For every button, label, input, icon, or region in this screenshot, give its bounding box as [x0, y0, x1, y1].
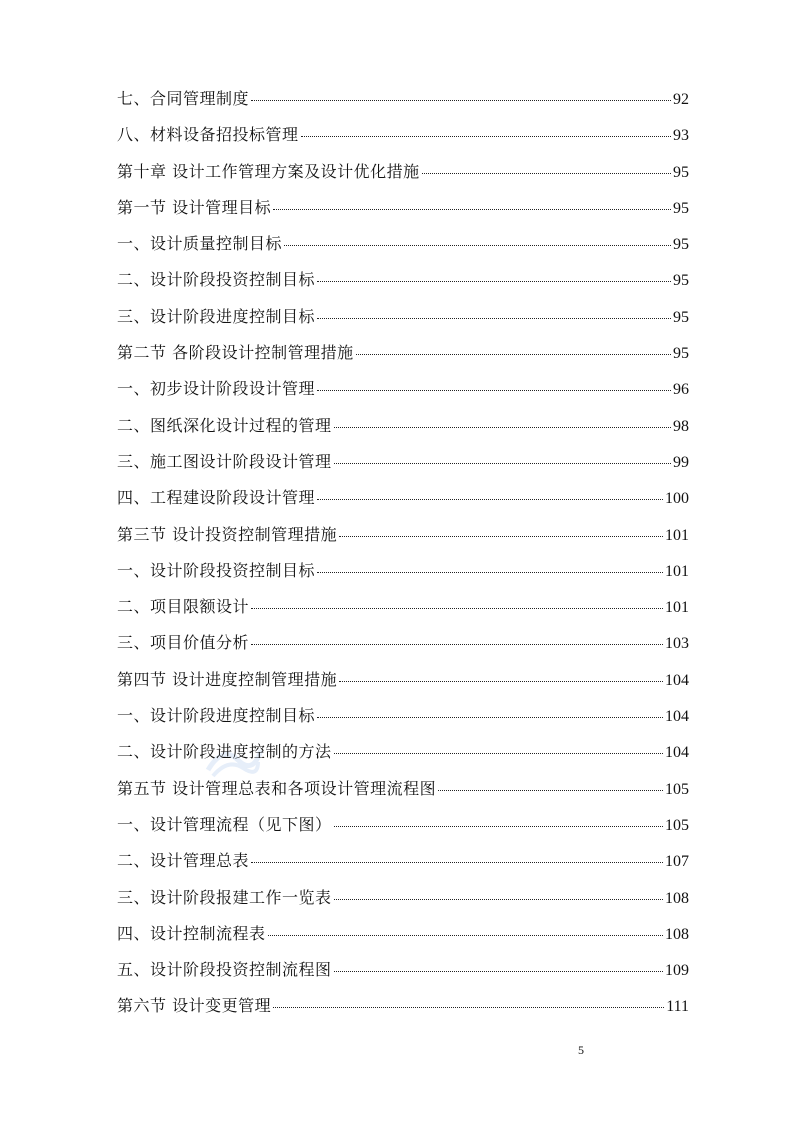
- toc-entry-page: 108: [665, 889, 689, 907]
- toc-entry[interactable]: [117, 485, 689, 521]
- toc-entry[interactable]: [117, 195, 689, 231]
- toc-entry-page: 111: [666, 998, 689, 1016]
- toc-entry-page: 104: [665, 671, 689, 689]
- toc-entry-page: 95: [673, 199, 689, 217]
- toc-entry-title: 第四节 设计进度控制管理措施: [117, 669, 338, 689]
- toc-dot-leader: [317, 499, 663, 500]
- toc-dot-leader: [273, 1007, 664, 1008]
- toc-entry-title: 三、项目价值分析: [117, 633, 250, 653]
- toc-entry[interactable]: [117, 413, 689, 449]
- toc-entry-title: 八、材料设备招投标管理: [117, 125, 299, 145]
- toc-entry[interactable]: [117, 376, 689, 412]
- toc-entry[interactable]: [117, 776, 689, 812]
- toc-entry[interactable]: [117, 340, 689, 376]
- toc-entry-title: 一、设计阶段投资控制目标: [117, 560, 316, 580]
- toc-entry-title: 二、设计管理总表: [117, 851, 250, 871]
- toc-entry-page: 107: [665, 853, 689, 871]
- toc-entry[interactable]: [117, 122, 689, 158]
- toc-entry-page: 104: [665, 744, 689, 762]
- toc-entry-title: 一、设计质量控制目标: [117, 234, 283, 254]
- toc-entry-title: 四、设计控制流程表: [117, 923, 266, 943]
- toc-entry-title: 第五节 设计管理总表和各项设计管理流程图: [117, 778, 437, 798]
- toc-dot-leader: [251, 608, 663, 609]
- toc-entry-title: 五、设计阶段投资控制流程图: [117, 960, 332, 980]
- toc-entry-page: 104: [665, 708, 689, 726]
- toc-entry-page: 108: [665, 925, 689, 943]
- toc-entry[interactable]: [117, 739, 689, 775]
- toc-entry-title: 二、设计阶段投资控制目标: [117, 270, 316, 290]
- toc-entry-title: 一、设计管理流程（见下图）: [117, 814, 332, 834]
- toc-entry[interactable]: [117, 594, 689, 630]
- toc-dot-leader: [339, 536, 663, 537]
- toc-entry-page: 95: [673, 308, 689, 326]
- toc-entry[interactable]: [117, 885, 689, 921]
- toc-dot-leader: [334, 971, 663, 972]
- toc-entry-page: 98: [673, 417, 689, 435]
- toc-dot-leader: [334, 427, 671, 428]
- toc-entry[interactable]: [117, 921, 689, 957]
- toc-entry-title: 第六节 设计变更管理: [117, 996, 272, 1016]
- toc-entry-title: 第十章 设计工作管理方案及设计优化措施: [117, 161, 420, 181]
- toc-entry-page: 105: [665, 780, 689, 798]
- toc-entry-page: 95: [673, 163, 689, 181]
- page-number: 5: [578, 1043, 584, 1057]
- toc-entry-title: 三、施工图设计阶段设计管理: [117, 451, 332, 471]
- toc-dot-leader: [356, 354, 671, 355]
- toc-dot-leader: [334, 463, 671, 464]
- toc-dot-leader: [251, 100, 671, 101]
- toc-entry-page: 101: [665, 562, 689, 580]
- toc-dot-leader: [334, 899, 663, 900]
- toc-entry-title: 二、项目限额设计: [117, 597, 250, 617]
- toc-dot-leader: [339, 681, 663, 682]
- toc-entry-page: 96: [673, 381, 689, 399]
- toc-entry[interactable]: [117, 522, 689, 558]
- toc-entry[interactable]: [117, 231, 689, 267]
- toc-entry-page: 101: [665, 599, 689, 617]
- toc-dot-leader: [273, 209, 671, 210]
- toc-dot-leader: [317, 318, 671, 319]
- toc-dot-leader: [284, 245, 671, 246]
- toc-dot-leader: [317, 717, 663, 718]
- toc-entry-title: 四、工程建设阶段设计管理: [117, 488, 316, 508]
- toc-entry-page: 100: [665, 490, 689, 508]
- toc-entry[interactable]: [117, 703, 689, 739]
- toc-dot-leader: [334, 753, 663, 754]
- toc-entry-title: 第三节 设计投资控制管理措施: [117, 524, 338, 544]
- toc-entry-page: 103: [665, 635, 689, 653]
- toc-entry-page: 99: [673, 453, 689, 471]
- toc-entry[interactable]: [117, 449, 689, 485]
- toc-entry-title: 二、设计阶段进度控制的方法: [117, 742, 332, 762]
- toc-entry-title: 第二节 各阶段设计控制管理措施: [117, 343, 354, 363]
- toc-entry[interactable]: [117, 558, 689, 594]
- toc-entry[interactable]: [117, 848, 689, 884]
- toc-entry-page: 105: [665, 816, 689, 834]
- toc-dot-leader: [317, 281, 671, 282]
- toc-entry-page: 101: [665, 526, 689, 544]
- toc-entry-page: 109: [665, 962, 689, 980]
- toc-entry[interactable]: [117, 159, 689, 195]
- toc-entry-page: 93: [673, 127, 689, 145]
- toc-dot-leader: [317, 572, 663, 573]
- toc-entry-page: 95: [673, 272, 689, 290]
- toc-dot-leader: [317, 390, 671, 391]
- toc-dot-leader: [422, 173, 671, 174]
- table-of-contents: [117, 86, 689, 1030]
- toc-dot-leader: [301, 136, 671, 137]
- toc-dot-leader: [251, 862, 663, 863]
- toc-dot-leader: [268, 935, 663, 936]
- toc-entry[interactable]: [117, 630, 689, 666]
- toc-entry[interactable]: [117, 86, 689, 122]
- toc-dot-leader: [251, 644, 663, 645]
- toc-entry[interactable]: [117, 993, 689, 1029]
- toc-entry-title: 二、图纸深化设计过程的管理: [117, 415, 332, 435]
- toc-entry-title: 一、设计阶段进度控制目标: [117, 706, 316, 726]
- toc-entry[interactable]: [117, 267, 689, 303]
- toc-entry-title: 三、设计阶段进度控制目标: [117, 306, 316, 326]
- toc-dot-leader: [334, 826, 663, 827]
- toc-entry[interactable]: [117, 812, 689, 848]
- toc-entry-page: 92: [673, 91, 689, 108]
- toc-entry[interactable]: [117, 667, 689, 703]
- toc-entry-title: 第一节 设计管理目标: [117, 197, 272, 217]
- toc-entry-page: 95: [673, 236, 689, 254]
- toc-entry[interactable]: [117, 957, 689, 993]
- toc-entry[interactable]: [117, 304, 689, 340]
- toc-entry-title: 三、设计阶段报建工作一览表: [117, 887, 332, 907]
- toc-entry-page: 95: [673, 345, 689, 363]
- toc-entry-title: 一、初步设计阶段设计管理: [117, 379, 316, 399]
- toc-dot-leader: [438, 790, 663, 791]
- toc-entry-title: 七、合同管理制度: [117, 89, 250, 108]
